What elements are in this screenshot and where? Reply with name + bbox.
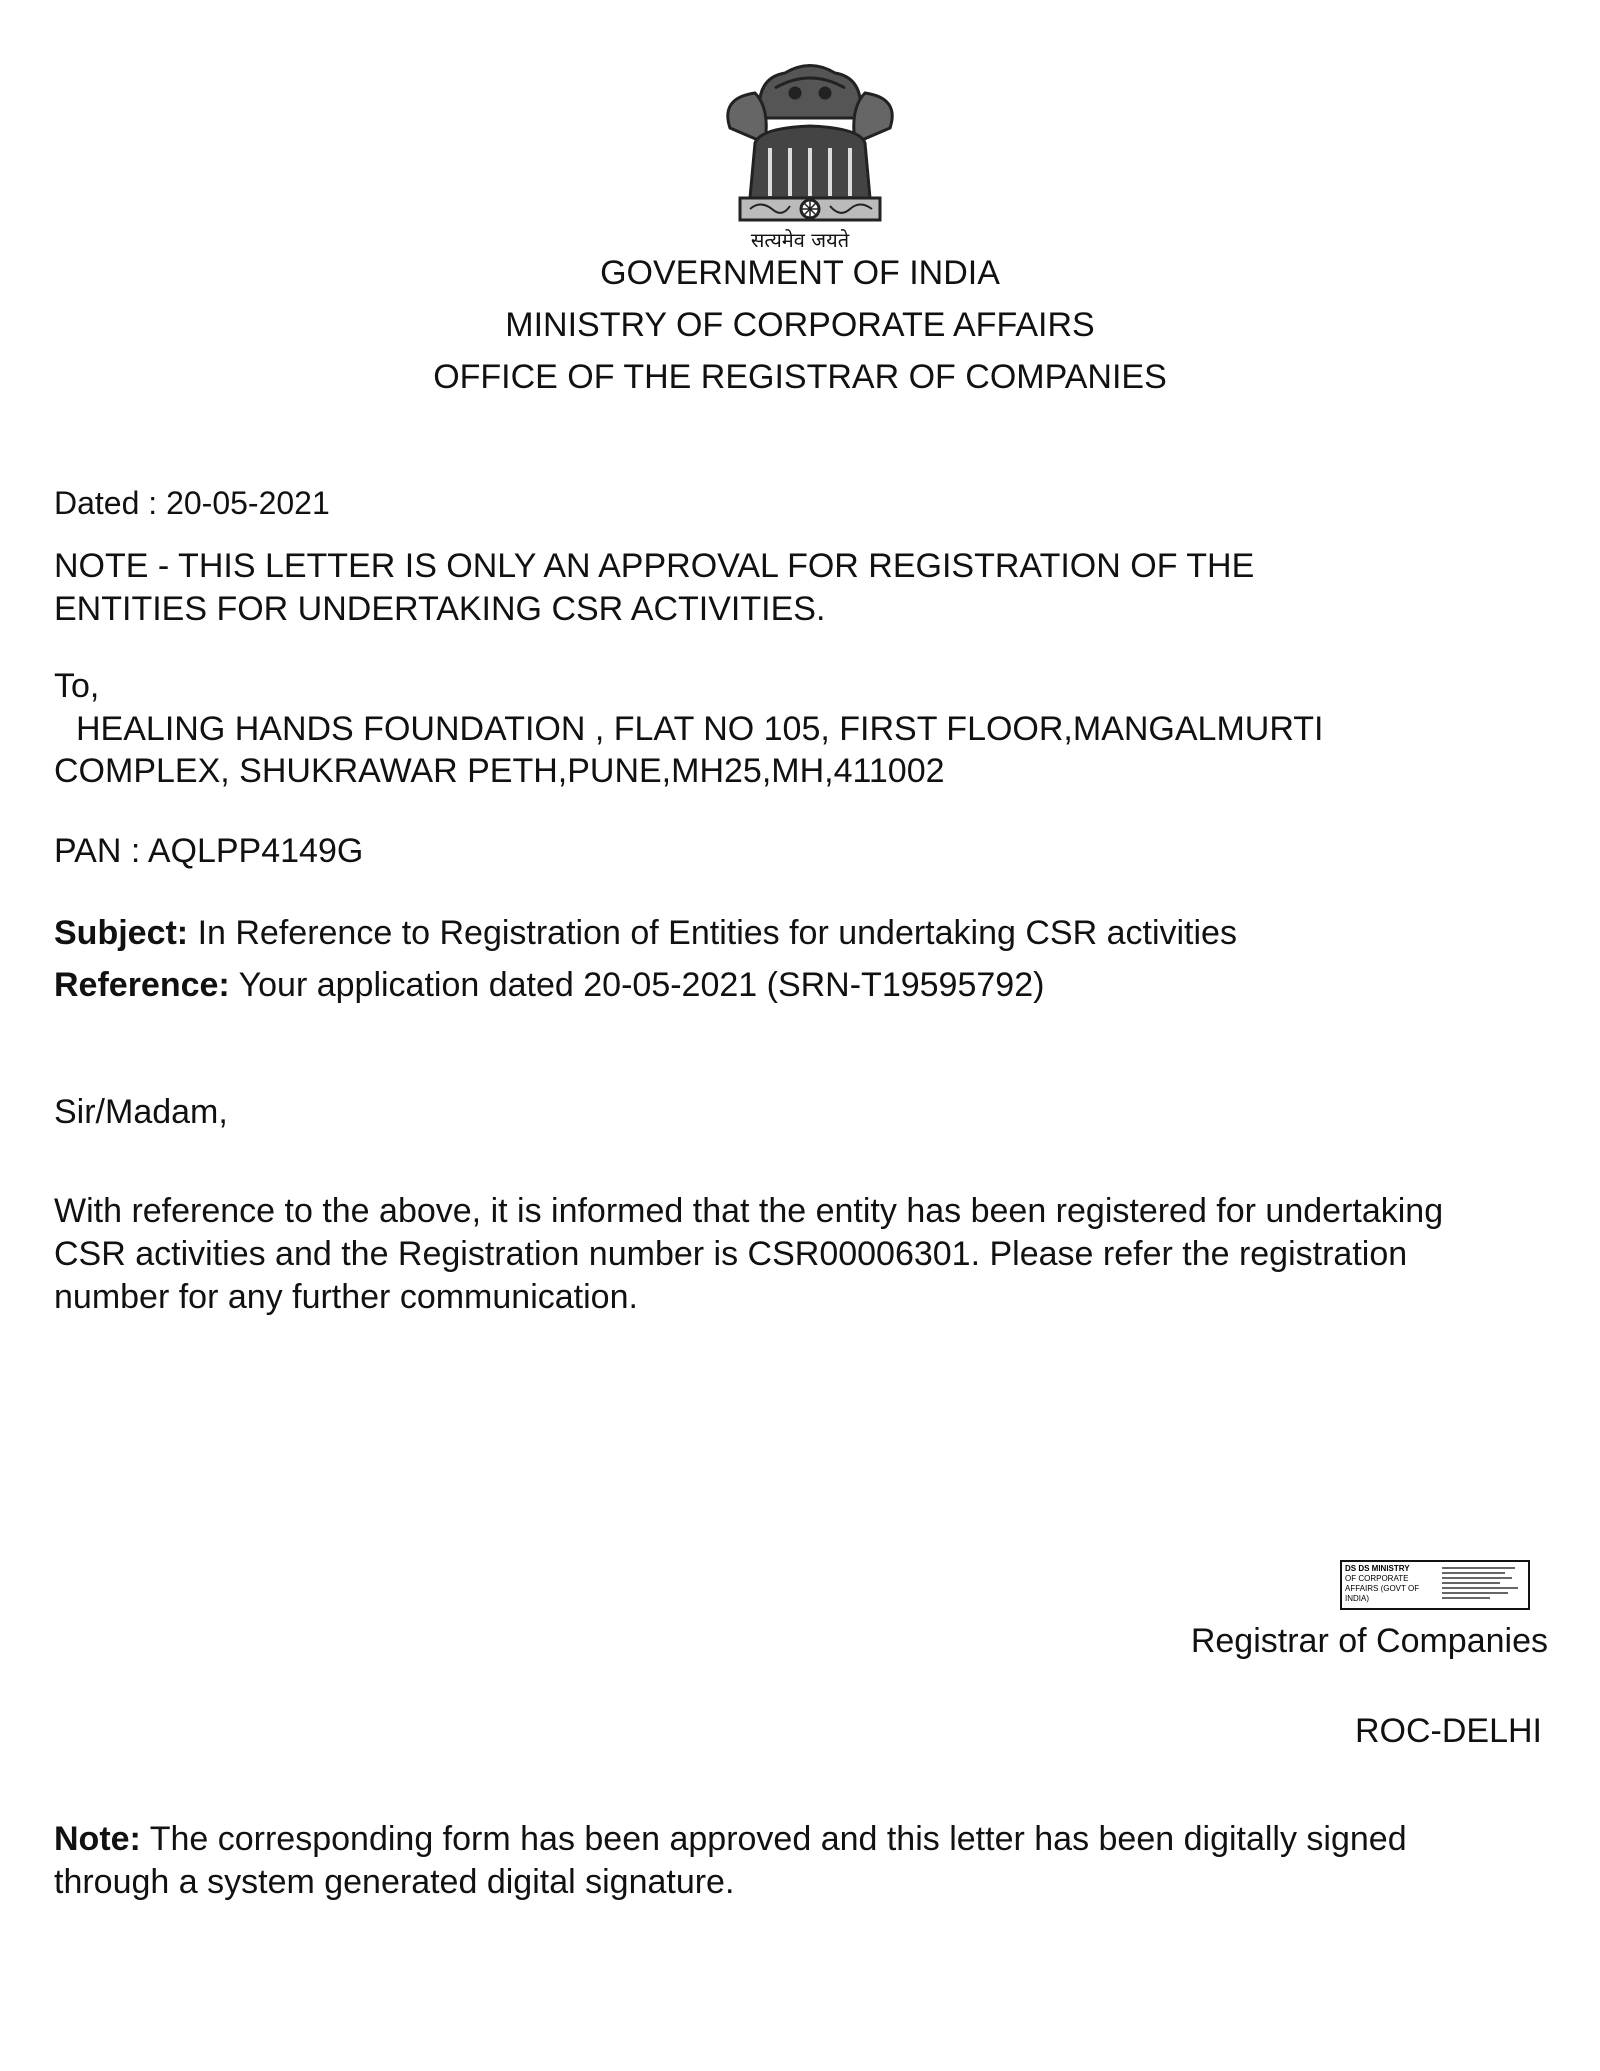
reference-text: Your application dated 20-05-2021 (SRN-T19595792) xyxy=(229,966,1045,1004)
stamp-text-line: OF CORPORATE xyxy=(1345,1574,1409,1583)
digital-signature-stamp xyxy=(1340,1560,1530,1610)
approval-note-line: ENTITIES FOR UNDERTAKING CSR ACTIVITIES. xyxy=(54,590,826,628)
national-emblem-icon xyxy=(700,48,920,258)
recipient-address-line: COMPLEX, SHUKRAWAR PETH,PUNE,MH25,MH,411002 xyxy=(54,752,945,790)
header-office: OFFICE OF THE REGISTRAR OF COMPANIES xyxy=(433,358,1167,396)
stamp-text-line: AFFAIRS (GOVT OF xyxy=(1345,1584,1420,1593)
approval-note-line: NOTE - THIS LETTER IS ONLY AN APPROVAL FOR REGISTRATION OF THE xyxy=(54,547,1255,585)
reference-line xyxy=(54,964,1044,1006)
header-ministry: MINISTRY OF CORPORATE AFFAIRS xyxy=(505,306,1095,344)
footer-note-line xyxy=(54,1818,1407,1860)
letter-date: Dated : 20-05-2021 xyxy=(54,485,330,521)
footer-note-text: The corresponding form has been approved and this letter has been digitally signed xyxy=(140,1820,1407,1858)
reference-label: Reference: xyxy=(54,966,230,1004)
footer-note-label: Note: xyxy=(54,1820,141,1858)
body-paragraph-line: CSR activities and the Registration number is CSR00006301. Please refer the registration xyxy=(54,1235,1408,1273)
subject-label: Subject: xyxy=(54,914,189,952)
stamp-text-line: DS DS MINISTRY xyxy=(1345,1564,1410,1573)
body-paragraph-line: number for any further communication. xyxy=(54,1278,638,1316)
signer-office: ROC-DELHI xyxy=(1354,1712,1542,1750)
subject-line xyxy=(54,912,1237,954)
footer-note-line: through a system generated digital signature. xyxy=(54,1863,735,1901)
emblem-motto: सत्यमेव जयते xyxy=(750,228,850,252)
signer-title: Registrar of Companies xyxy=(1190,1622,1548,1660)
subject-text: In Reference to Registration of Entities for undertaking CSR activities xyxy=(188,914,1237,952)
recipient-address-line: HEALING HANDS FOUNDATION , FLAT NO 105, FIRST FLOOR,MANGALMURTI xyxy=(76,710,1324,748)
recipient-to: To, xyxy=(54,667,100,705)
pan-number: PAN : AQLPP4149G xyxy=(54,832,364,870)
stamp-text-line: INDIA) xyxy=(1345,1594,1369,1603)
salutation: Sir/Madam, xyxy=(54,1093,228,1131)
header-government: GOVERNMENT OF INDIA xyxy=(600,254,1000,292)
body-paragraph-line: With reference to the above, it is informed that the entity has been registered for undertaking xyxy=(54,1192,1444,1230)
